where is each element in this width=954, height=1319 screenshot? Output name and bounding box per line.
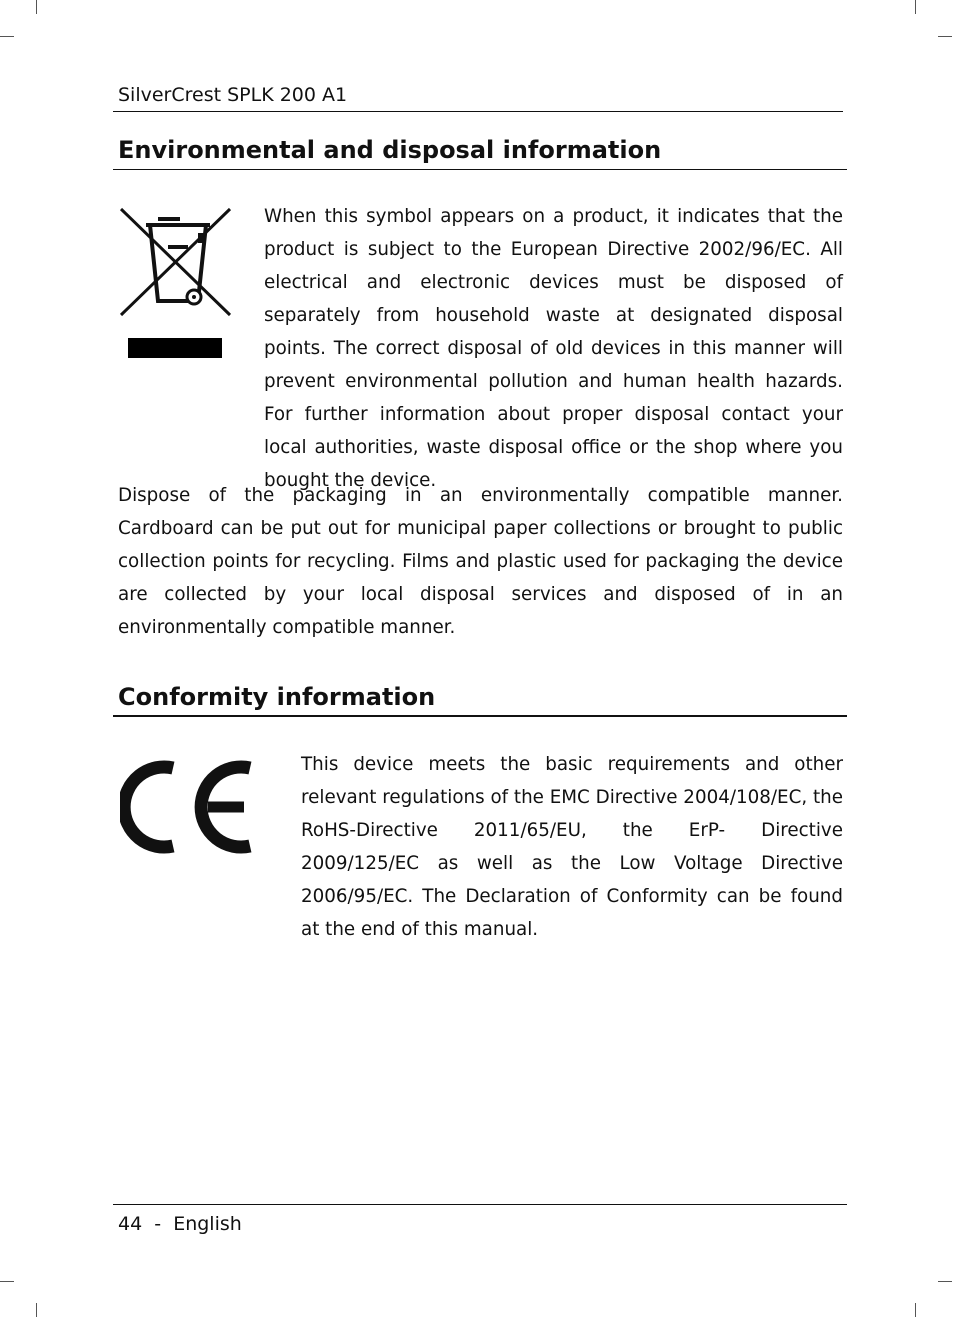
crop-mark bbox=[938, 36, 952, 37]
crossed-out-wheelie-bin-icon bbox=[118, 205, 236, 361]
crop-mark bbox=[938, 1281, 952, 1282]
weee-paragraph: When this symbol appears on a product, it indicates that the product is subject to the European Directive 2002/96/EC. All electrical and electronic devices must be disposed of separately from household waste at designated disposal points. The correct disposal of old devices in this manner will prevent environmental pollution and human health hazards. For further information about proper disposal contact your local authorities, waste disposal office or the shop where you bought the device. bbox=[264, 206, 843, 491]
crop-mark bbox=[36, 0, 37, 14]
section-heading-conformity: Conformity information bbox=[118, 683, 436, 711]
conformity-paragraph: This device meets the basic requirements and other relevant regulations of the EMC Directive 2004/108/EC, the RoHS-Directive 2011/65/EU, the ErP- Directive 2009/125/EC as well as the Low Voltage Directive 2006/95/EC. The Declaration of Conformity can be found at the end of this manual. bbox=[301, 754, 843, 940]
section-rule bbox=[113, 169, 847, 170]
section-heading-environmental: Environmental and disposal information bbox=[118, 136, 662, 164]
ce-mark-icon bbox=[120, 758, 256, 856]
crop-mark bbox=[915, 0, 916, 14]
running-header: SilverCrest SPLK 200 A1 bbox=[118, 84, 348, 106]
section-rule bbox=[113, 715, 847, 717]
crop-mark bbox=[0, 36, 14, 37]
crop-mark bbox=[36, 1303, 37, 1317]
header-rule bbox=[113, 111, 843, 112]
crop-mark bbox=[0, 1281, 14, 1282]
crop-mark bbox=[915, 1303, 916, 1317]
footer-rule bbox=[113, 1204, 847, 1205]
packaging-paragraph: Dispose of the packaging in an environmentally compatible manner. Cardboard can be put out for municipal paper collections or brought to public collection points for recycling. Films and plastic used for packaging the device are collected by your local disposal services and disposed of in an environmentally compatible manner. bbox=[118, 485, 843, 638]
page-footer: 44 - English bbox=[118, 1213, 242, 1235]
